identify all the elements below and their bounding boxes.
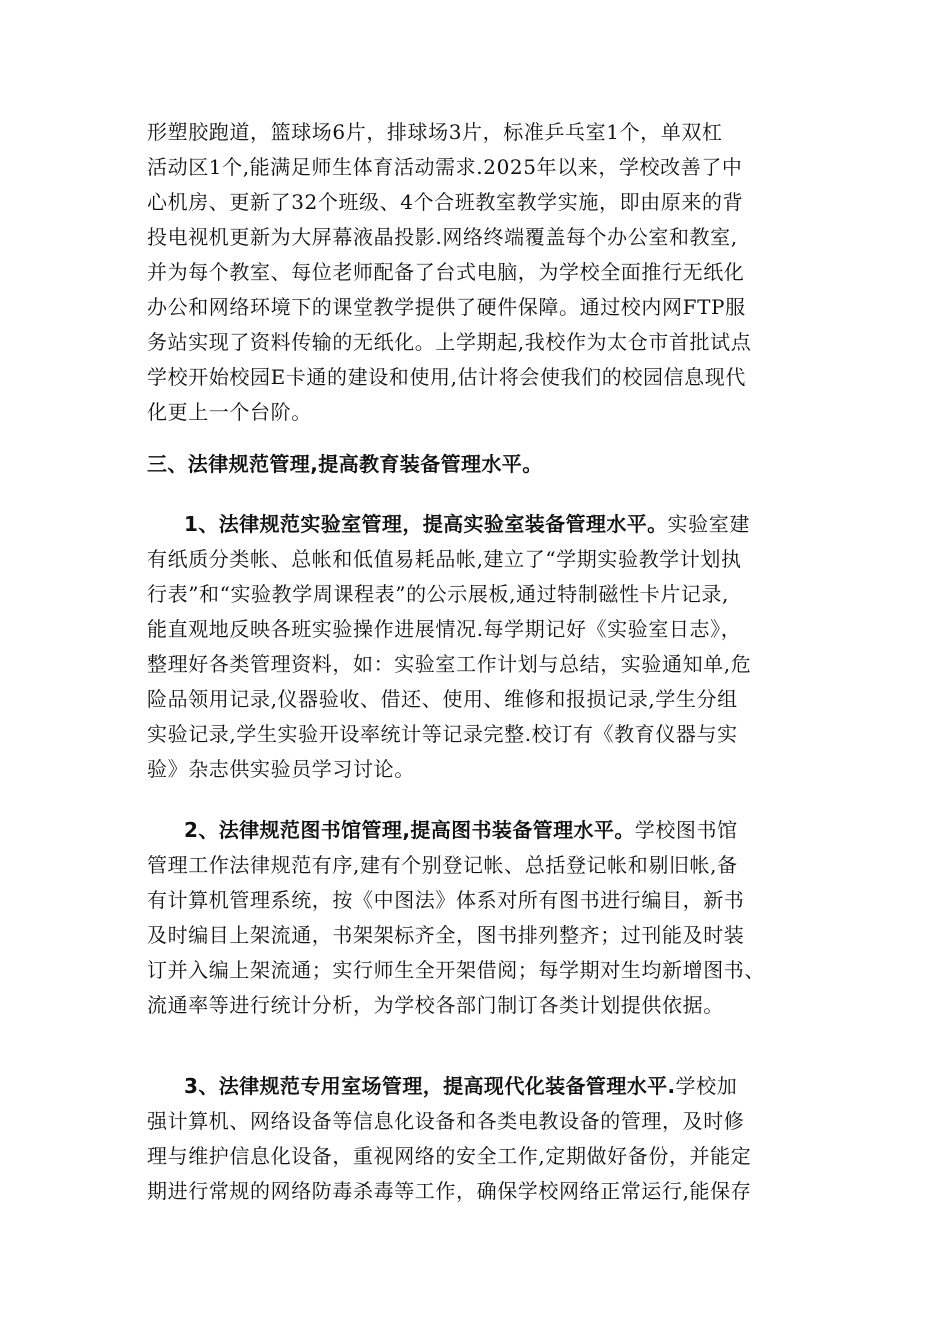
section-heading: 三、法律规范管理,提高教育装备管理水平。: [147, 452, 543, 476]
text-line: 实验记录,学生实验开设率统计等记录完整.校订有《教育仪器与实: [147, 722, 738, 746]
text-line: 订并入编上架流通；实行师生全开架借阅；每学期对生均新增图书、: [147, 958, 765, 982]
text-line: 心机房、更新了32个班级、4个合班教室教学实施，即由原来的背: [147, 190, 744, 214]
text-line: 期进行常规的网络防毒杀毒等工作，确保学校网络正常运行,能保存: [147, 1179, 752, 1203]
text-line: 整理好各类管理资料，如：实验室工作计划与总结，实验通知单,危: [147, 652, 752, 676]
item-2-title: 2、法律规范图书馆管理,提高图书装备管理水平。: [184, 818, 635, 842]
text-line: 办公和网络环境下的课堂教学提供了硬件保障。通过校内网FTP服: [147, 295, 746, 319]
text-line: 行表”和“实验教学周课程表”的公示展板,通过特制磁性卡片记录,: [147, 582, 729, 606]
text-line: 学校开始校园E卡通的建设和使用,估计将会使我们的校园信息现代: [147, 365, 746, 389]
text-line: 理与维护信息化设备，重视网络的安全工作,定期做好备份，并能定: [147, 1144, 752, 1168]
text-line: 化更上一个台阶。: [147, 400, 312, 424]
text-line: 活动区1个,能满足师生体育活动需求.2025年以来，学校改善了中: [147, 155, 743, 179]
text-line: 有纸质分类帐、总帐和低值易耗品帐,建立了“学期实验教学计划执: [147, 547, 742, 571]
text-run: 学校加: [675, 1074, 738, 1098]
text-line: 投电视机更新为大屏幕液晶投影.网络终端覆盖每个办公室和教室,: [147, 225, 738, 249]
text-line: 有计算机管理系统，按《中图法》体系对所有图书进行编目，新书: [147, 888, 745, 912]
text-line: [184, 1071, 737, 1101]
text-line: [184, 815, 738, 845]
text-line: 形塑胶跑道，篮球场6片，排球场3片，标准乒乓室1个，单双杠: [147, 120, 723, 144]
text-line: 并为每个教室、每位老师配备了台式电脑，为学校全面推行无纸化: [147, 260, 745, 284]
text-run: 实验室建: [667, 512, 750, 536]
text-line: 务站实现了资料传输的无纸化。上学期起,我校作为太仓市首批试点: [147, 330, 752, 354]
item-3-title: 3、法律规范专用室场管理，提高现代化装备管理水平.: [184, 1074, 676, 1098]
text-line: 强计算机、网络设备等信息化设备和各类电教设备的管理，及时修: [147, 1109, 745, 1133]
text-line: 验》杂志供实验员学习讨论。: [147, 757, 415, 781]
text-line: 流通率等进行统计分析，为学校各部门制订各类计划提供依据。: [147, 993, 724, 1017]
item-1-title: 1、法律规范实验室管理，提高实验室装备管理水平。: [184, 512, 668, 536]
text-line: 管理工作法律规范有序,建有个别登记帐、总括登记帐和剔旧帐,备: [147, 853, 738, 877]
text-line: 能直观地反映各班实验操作进展情况.每学期记好《实验室日志》，: [147, 617, 742, 641]
text-line: [184, 509, 750, 539]
text-line: 及时编目上架流通，书架架标齐全，图书排列整齐；过刊能及时装: [147, 923, 745, 947]
text-run: 学校图书馆: [634, 818, 738, 842]
text-line: 险品领用记录,仪器验收、借还、使用、维修和报损记录,学生分组: [147, 687, 738, 711]
